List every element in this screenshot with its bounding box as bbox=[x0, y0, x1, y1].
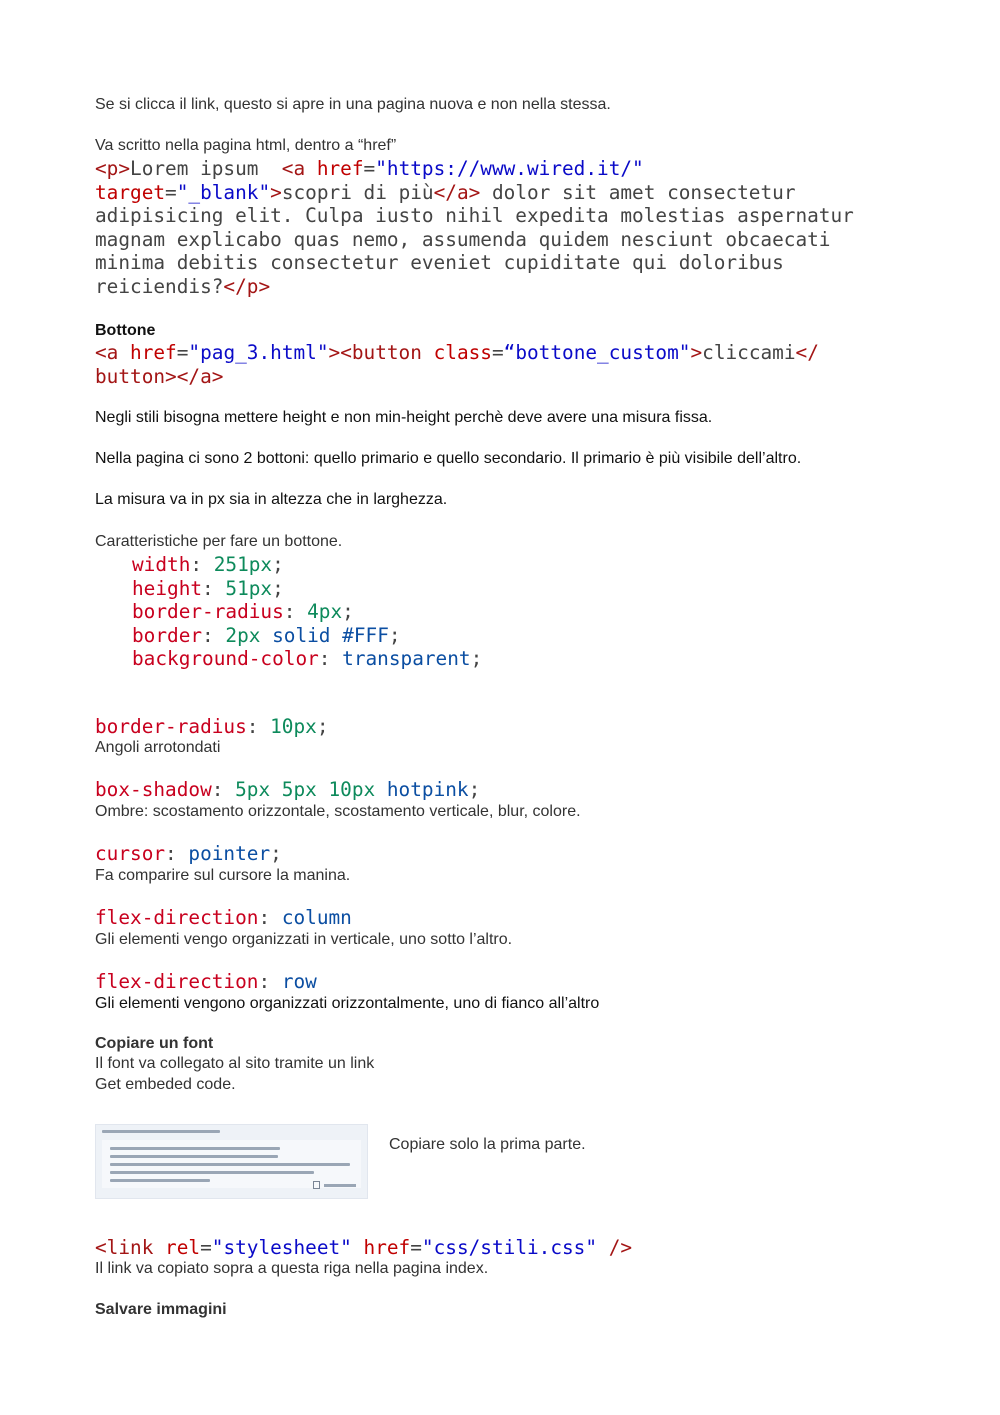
css-prop-cursor bbox=[95, 842, 282, 866]
css-prop: box-shadow bbox=[95, 778, 212, 801]
code-token: <link bbox=[95, 1236, 166, 1259]
code-token: > bbox=[270, 180, 282, 204]
css-prop: flex-direction bbox=[95, 970, 259, 993]
section-heading-font: Copiare un font bbox=[95, 1035, 214, 1052]
css-sep: : bbox=[202, 623, 226, 647]
desc-cursor: Fa comparire sul cursore la manina. bbox=[95, 867, 351, 884]
code-token: </ bbox=[795, 341, 819, 364]
code-line: magnam explicabo quas nemo, assumenda quidem nesciunt obcaecati bbox=[95, 227, 831, 251]
code-token: target bbox=[95, 180, 166, 204]
code-token: reiciendis? bbox=[95, 274, 224, 298]
css-end: ; bbox=[342, 600, 354, 623]
css-value: 51px bbox=[225, 576, 273, 600]
css-value: hotpink bbox=[375, 778, 469, 801]
code-token: "https://www.wired.it/" bbox=[375, 157, 644, 180]
css-value: pointer bbox=[188, 842, 271, 865]
css-value: 4px bbox=[307, 600, 343, 623]
css-value: 2px bbox=[225, 623, 261, 647]
code-token: cliccami bbox=[702, 341, 796, 364]
css-prop: width bbox=[132, 553, 191, 576]
css-prop: height bbox=[132, 576, 203, 600]
intro-text: Se si clicca il link, questo si apre in una pagina nuova e non nella stessa. bbox=[95, 96, 611, 113]
css-prop: cursor bbox=[95, 842, 166, 865]
code-token: "css/stili.css" bbox=[421, 1236, 598, 1259]
css-button-block bbox=[132, 553, 482, 671]
css-sep: : bbox=[283, 600, 308, 623]
css-sep: : bbox=[202, 576, 226, 600]
code-token: href bbox=[130, 341, 177, 364]
desc-flex-column: Gli elementi vengo organizzati in verticale, uno sotto l’altro. bbox=[95, 931, 513, 948]
code-token: dolor sit amet consectetur bbox=[480, 180, 796, 204]
css-value: row bbox=[281, 970, 317, 993]
css-value: 251px bbox=[213, 553, 273, 576]
css-prop: border bbox=[132, 623, 203, 647]
code-token: = bbox=[363, 157, 376, 180]
code-line: minima debitis consectetur eveniet cupiditate qui doloribus bbox=[95, 251, 784, 274]
code-token: <p> bbox=[95, 157, 131, 180]
code-token: scopri di più bbox=[281, 180, 434, 204]
font-line-2: Get embeded code. bbox=[95, 1076, 236, 1093]
css-prop: flex-direction bbox=[95, 906, 259, 929]
desc-border-radius: Angoli arrotondati bbox=[95, 739, 221, 756]
css-sep: : bbox=[258, 970, 282, 993]
code-token: ><button bbox=[328, 341, 434, 364]
code-token: = bbox=[176, 341, 189, 364]
code-token: "pag_3.html" bbox=[188, 341, 329, 364]
code-token: = bbox=[200, 1236, 212, 1259]
code-stylesheet-link bbox=[95, 1236, 632, 1260]
css-sep: : bbox=[246, 715, 271, 738]
desc-box-shadow: Ombre: scostamento orizzontale, scostamento verticale, blur, colore. bbox=[95, 803, 581, 820]
code-token: href bbox=[351, 1236, 411, 1259]
css-sep: : bbox=[258, 906, 282, 929]
css-prop: border-radius bbox=[95, 715, 247, 738]
css-prop: border-radius bbox=[132, 600, 284, 623]
css-value: solid bbox=[260, 623, 343, 647]
css-end: ; bbox=[272, 576, 284, 600]
para-misura: La misura va in px sia in altezza che in larghezza. bbox=[95, 491, 448, 508]
code-token: > bbox=[690, 341, 703, 364]
code-token: = bbox=[410, 1236, 422, 1259]
css-end: ; bbox=[316, 715, 329, 738]
css-prop-flex-row bbox=[95, 970, 317, 994]
code-block-link bbox=[95, 157, 854, 298]
code-token: "stylesheet" bbox=[211, 1236, 352, 1259]
css-value: 10px bbox=[270, 715, 317, 738]
code-token: “bottone_custom" bbox=[503, 341, 691, 364]
css-value: 5px 5px 10px bbox=[235, 778, 376, 801]
css-end: ; bbox=[272, 553, 284, 576]
css-prop-border-radius bbox=[95, 715, 329, 739]
css-value: transparent bbox=[342, 647, 471, 670]
section-heading-bottone: Bottone bbox=[95, 322, 156, 339]
css-sep: : bbox=[211, 778, 236, 801]
code-token: <a bbox=[281, 157, 317, 180]
code-token: Lorem ipsum bbox=[130, 157, 282, 180]
href-note: Va scritto nella pagina html, dentro a “href” bbox=[95, 137, 397, 154]
code-token: /> bbox=[597, 1236, 633, 1259]
code-token: href bbox=[316, 157, 364, 180]
css-sep: : bbox=[165, 842, 189, 865]
css-value: column bbox=[281, 906, 352, 929]
code-token: = bbox=[491, 341, 504, 364]
copy-code-icon bbox=[313, 1181, 359, 1189]
caratteristiche-label: Caratteristiche per fare un bottone. bbox=[95, 533, 343, 550]
css-sep: : bbox=[190, 553, 214, 576]
code-token: rel bbox=[165, 1236, 201, 1259]
code-token: button></a> bbox=[95, 364, 224, 388]
css-end: ; bbox=[270, 842, 282, 865]
para-height: Negli stili bisogna mettere height e non min-height perchè deve avere una misura fissa. bbox=[95, 409, 713, 426]
code-token: = bbox=[165, 180, 177, 204]
code-token: class bbox=[433, 341, 492, 364]
desc-flex-row: Gli elementi vengono organizzati orizzontalmente, uno di fianco all’altro bbox=[95, 995, 600, 1012]
css-end: ; bbox=[388, 623, 401, 647]
code-token: </p> bbox=[223, 274, 271, 298]
code-token: "_blank" bbox=[176, 180, 271, 204]
css-prop-box-shadow bbox=[95, 778, 480, 802]
thumb-caption: Copiare solo la prima parte. bbox=[389, 1136, 586, 1153]
stylesheet-note: Il link va copiato sopra a questa riga nella pagina index. bbox=[95, 1260, 489, 1277]
css-prop-flex-column bbox=[95, 906, 352, 930]
code-line: adipisicing elit. Culpa iusto nihil expedita molestias aspernatur bbox=[95, 204, 854, 227]
font-line-1: Il font va collegato al sito tramite un link bbox=[95, 1055, 375, 1072]
css-end: ; bbox=[468, 778, 481, 801]
css-sep: : bbox=[318, 647, 343, 670]
section-heading-salvare: Salvare immagini bbox=[95, 1301, 227, 1318]
code-token: <a bbox=[95, 341, 131, 364]
css-prop: background-color bbox=[132, 647, 319, 670]
css-value: #FFF bbox=[342, 623, 389, 647]
code-block-button bbox=[95, 341, 819, 388]
css-end: ; bbox=[470, 647, 483, 670]
para-bottoni: Nella pagina ci sono 2 bottoni: quello primario e quello secondario. Il primario è più visibile dell’altro. bbox=[95, 450, 802, 467]
code-token: </a> bbox=[433, 180, 481, 204]
embed-code-screenshot bbox=[95, 1124, 368, 1199]
